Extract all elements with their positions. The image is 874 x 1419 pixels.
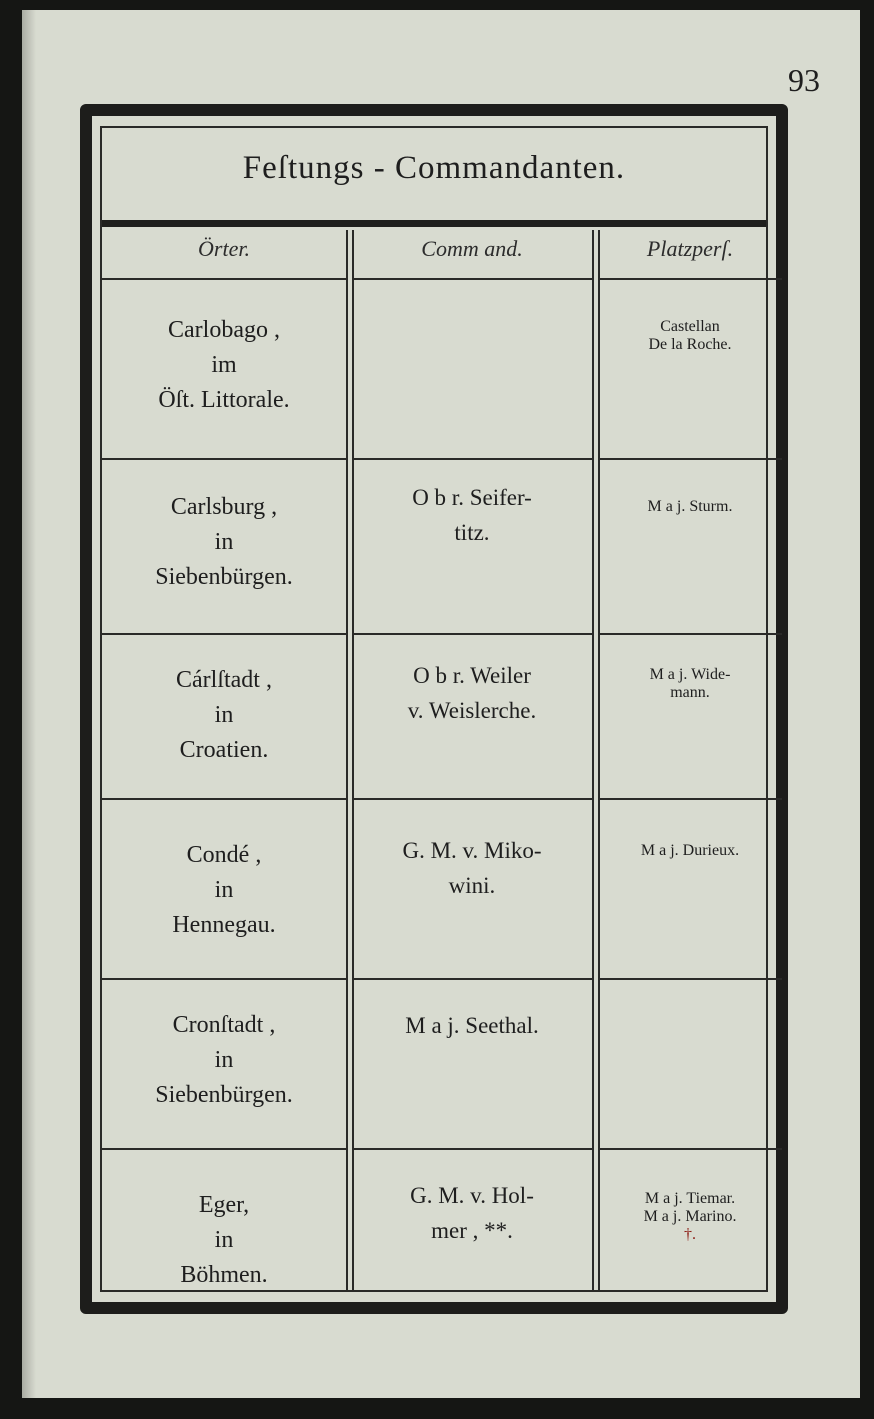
staff-cell: M a j. Tiemar. M a j. Marino. †. <box>643 1190 737 1243</box>
row-rule <box>102 1148 346 1150</box>
page-spine-shadow <box>22 10 36 1398</box>
row-rule <box>102 458 346 460</box>
column-divider <box>352 230 354 1290</box>
column-header-places: Örter. <box>198 236 250 261</box>
page-number: 93 <box>788 62 820 98</box>
header-rule <box>598 278 782 280</box>
place-cell: Carlsburg , in Siebenbürgen. <box>155 494 293 590</box>
place-cell: Condé , in Hennegau. <box>172 842 276 938</box>
row-rule <box>352 798 592 800</box>
column-divider <box>592 230 594 1290</box>
row-rule <box>352 633 592 635</box>
staff-cell: M a j. Durieux. <box>640 842 740 859</box>
place-cell: Eger, in Böhmen. <box>180 1192 268 1288</box>
row-rule <box>352 1148 592 1150</box>
place-cell: Cárlſtadt , in Croatien. <box>176 667 272 763</box>
header-rule <box>352 278 592 280</box>
column-header-command: Comm and. <box>421 236 523 261</box>
table-frame <box>80 104 788 1314</box>
row-rule <box>102 633 346 635</box>
row-rule <box>352 978 592 980</box>
column-divider <box>346 230 348 1290</box>
command-cell: G. M. v. Hol- mer , **. <box>410 1183 534 1243</box>
command-cell: O b r. Seifer- titz. <box>412 485 532 545</box>
row-rule <box>598 798 782 800</box>
title-rule <box>102 220 766 227</box>
header-rule <box>102 278 346 280</box>
row-rule <box>598 1148 782 1150</box>
row-rule <box>102 798 346 800</box>
table-title: Feſtungs - Commandanten. <box>242 150 626 186</box>
column-header-staff: Platzperſ. <box>646 236 734 261</box>
place-cell: Carlobago , im Öſt. Littorale. <box>158 317 290 413</box>
staff-cell: Castellan De la Roche. <box>648 318 732 353</box>
row-rule <box>598 458 782 460</box>
row-rule <box>598 633 782 635</box>
staff-cell: M a j. Sturm. <box>647 498 733 515</box>
command-cell: M a j. Seethal. <box>405 1013 539 1038</box>
place-cell: Cronſtadt , in Siebenbürgen. <box>155 1012 293 1108</box>
row-rule <box>598 978 782 980</box>
staff-cell: M a j. Wide- mann. <box>649 666 731 701</box>
column-divider <box>598 230 600 1290</box>
book-page <box>22 10 860 1398</box>
command-cell: G. M. v. Miko- wini. <box>402 838 542 898</box>
row-rule <box>352 458 592 460</box>
command-cell: O b r. Weiler v. Weislerche. <box>407 663 537 723</box>
row-rule <box>102 978 346 980</box>
table-inner-border <box>100 126 768 1292</box>
